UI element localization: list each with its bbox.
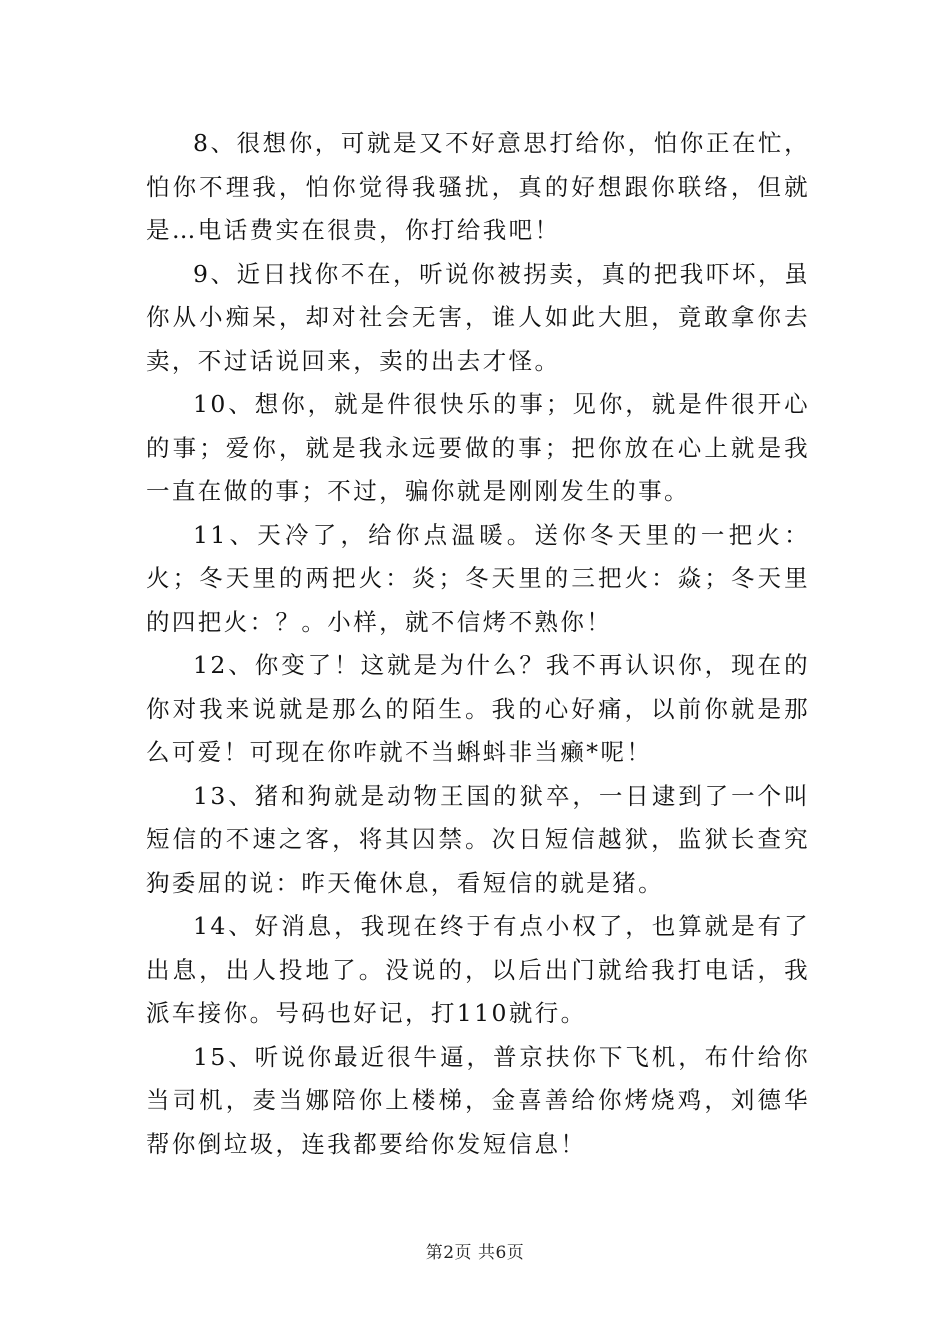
paragraph-15: 15、听说你最近很牛逼，普京扶你下飞机，布什给你当司机，麦当娜陪你上楼梯，金喜善给你烤烧鸡，刘德华帮你倒垃圾，连我都要给你发短信息！: [146, 1042, 810, 1158]
document-body: [146, 122, 810, 1166]
paragraph-8: 8、很想你，可就是又不好意思打给你，怕你正在忙，怕你不理我，怕你觉得我骚扰，真的好想跟你联络，但就是…电话费实在很贵，你打给我吧！: [146, 129, 810, 244]
paragraph-13: 13、猪和狗就是动物王国的狱卒，一日逮到了一个叫短信的不速之客，将其囚禁。次日短信越狱，监狱长查究狗委屈的说：昨天俺休息，看短信的就是猪。: [146, 781, 810, 897]
paragraph-10: 10、想你，就是件很快乐的事；见你，就是件很开心的事；爱你，就是我永远要做的事；把你放在心上就是我一直在做的事；不过，骗你就是刚刚发生的事。: [146, 390, 810, 505]
paragraph-14: 14、好消息，我现在终于有点小权了，也算就是有了出息，出人投地了。没说的，以后出门就给我打电话，我派车接你。号码也好记，打110就行。: [146, 912, 810, 1027]
page-footer: 第2页 共6页: [425, 1243, 525, 1263]
paragraph-9: 9、近日找你不在，听说你被拐卖，真的把我吓坏，虽你从小痴呆，却对社会无害，谁人如此大胆，竟敢拿你去卖，不过话说回来，卖的出去才怪。: [146, 259, 810, 375]
paragraph-12: 12、你变了！这就是为什么？我不再认识你，现在的你对我来说就是那么的陌生。我的心好痛，以前你就是那么可爱！可现在你咋就不当蝌蚪非当癞*呢！: [146, 651, 810, 766]
paragraph-11: 11、天冷了，给你点温暖。送你冬天里的一把火：火；冬天里的两把火：炎；冬天里的三把火：焱；冬天里的四把火：？。小样，就不信烤不熟你！: [146, 520, 810, 636]
